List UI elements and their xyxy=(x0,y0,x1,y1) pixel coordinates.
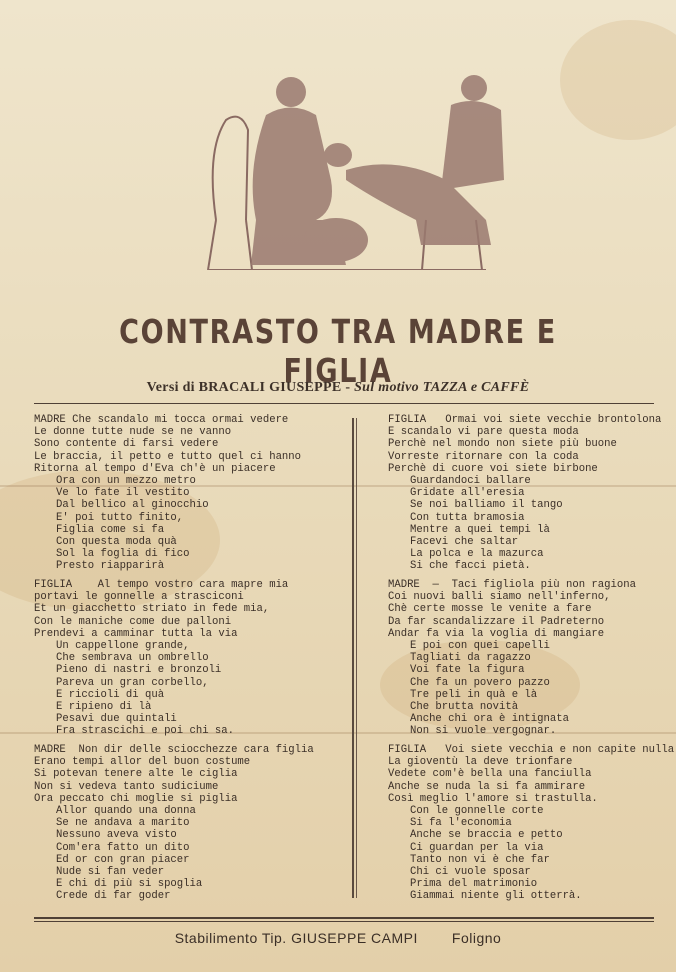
verse-line: Voi fate la figura xyxy=(410,664,525,677)
column-divider xyxy=(352,418,354,898)
verse-line: Vorreste ritornare con la coda xyxy=(388,450,579,463)
mother-daughter-illustration xyxy=(186,70,510,270)
verse-line: E ripieno di là xyxy=(56,700,152,713)
bottom-rule xyxy=(34,917,654,919)
verse-line: E poi con quei capelli xyxy=(410,639,550,652)
verse-line: Si potevan tenere alte le ciglia xyxy=(34,768,238,781)
subtitle xyxy=(0,380,676,396)
subtitle-author: Versi di BRACALI GIUSEPPE - xyxy=(146,380,355,395)
verse-line: Anche se braccia e petto xyxy=(410,829,563,842)
verse-line: Tagliati da ragazzo xyxy=(410,652,531,665)
chair-leg xyxy=(246,220,252,270)
verse-line: Com'era fatto un dito xyxy=(56,841,190,854)
verse-line: Crede di far goder xyxy=(56,890,171,903)
verse-line: Le braccia, il petto e tutto quel ci hanno xyxy=(34,450,302,463)
verse-line: FIGLIA Voi siete vecchia e non capite nulla xyxy=(388,744,675,756)
verse-line: Nessuno aveva visto xyxy=(56,829,177,842)
verse-line: Con le maniche come due palloni xyxy=(34,615,232,628)
verse-line: Se ne andava a marito xyxy=(56,817,190,830)
verse-line: Nude si fan veder xyxy=(56,865,165,878)
verse-line: Gridate all'eresia xyxy=(410,487,525,500)
verse-line: Et un giacchetto striato in fede mia, xyxy=(34,603,270,616)
column-divider xyxy=(356,418,357,898)
verse-line: La gioventù la deve trionfare xyxy=(388,756,573,769)
verse-line: Ve lo fate il vestito xyxy=(56,487,190,500)
verse-line: E riccioli di quà xyxy=(56,688,165,701)
verse-line: Ora peccato chi moglie si piglia xyxy=(34,792,238,805)
daughter-body xyxy=(441,101,504,190)
printer-city: Foligno xyxy=(451,930,502,946)
verse-line: Vedete com'è bella una fanciulla xyxy=(388,768,592,781)
stanza xyxy=(388,579,636,737)
verse-line: MADRE Non dir delle sciocchezze cara figlia xyxy=(34,744,314,756)
verse-line: FIGLIA Ormai voi siete vecchie brontolona xyxy=(388,414,662,426)
mother-body xyxy=(253,108,332,221)
verse-line: Le donne tutte nude se ne vanno xyxy=(34,426,232,439)
verse-line: Pesavi due quintali xyxy=(56,713,177,726)
armchair-seat xyxy=(416,220,491,245)
mother-head xyxy=(276,77,306,107)
verse-line: E' poi tutto finito, xyxy=(56,511,184,524)
verse-line: Che sembrava un ombrello xyxy=(56,652,209,665)
verse-line: Un cappellone grande, xyxy=(56,639,190,652)
verse-line: Ci guardan per la via xyxy=(410,841,544,854)
verse-line: Così meglio l'amore si trastulla. xyxy=(388,792,598,805)
stanza xyxy=(34,744,314,902)
verse-line: Sol la foglia di fico xyxy=(56,548,190,561)
verse-line: Ed or con gran piacer xyxy=(56,853,190,866)
chair-back xyxy=(213,117,248,220)
verse-line: Mentre a quei tempi là xyxy=(410,523,550,536)
stanza xyxy=(34,414,301,572)
verse-line: La polca e la mazurca xyxy=(410,548,544,561)
stanza xyxy=(388,744,674,902)
verse-line: Prima del matrimonio xyxy=(410,878,538,891)
stanza xyxy=(34,579,288,737)
verse-line: Anche se nuda la si fa ammirare xyxy=(388,780,586,793)
verse-line: Ritorna al tempo d'Eva ch'è un piacere xyxy=(34,462,276,475)
basket xyxy=(304,218,368,262)
verse-line: Pieno di nastri e bronzoli xyxy=(56,664,222,677)
verse-line: Presto riapparirà xyxy=(56,560,165,573)
verse-line: Prendevi a camminar tutta la via xyxy=(34,627,238,640)
stanza xyxy=(388,414,661,572)
verse-line: Che fa un povero pazzo xyxy=(410,676,550,689)
verse-line: Anche chi ora è intignata xyxy=(410,713,569,726)
subtitle-motif: Sul motivo TAZZA e CAFFÈ xyxy=(354,380,530,395)
verse-line: Che brutta novità xyxy=(410,700,519,713)
verse-line: E scandalo vi pare questa moda xyxy=(388,426,579,439)
verse-line: Giammai niente gli otterrà. xyxy=(410,890,582,903)
verse-line: Non si vedeva tanto sudiciume xyxy=(34,780,219,793)
dish xyxy=(324,143,352,167)
verse-line: Si fa l'economia xyxy=(410,817,512,830)
verse-line: Chi ci vuole sposar xyxy=(410,865,531,878)
verse-line: Da far scandalizzare il Padreterno xyxy=(388,615,605,628)
verse-line: FIGLIA Al tempo vostro cara mapre mia xyxy=(34,579,289,591)
verse-line: Sono contente di farsi vedere xyxy=(34,438,219,451)
verse-line: Dal bellico al ginocchio xyxy=(56,499,209,512)
verse-line: MADRE — Taci figliola più non ragiona xyxy=(388,579,636,591)
verse-line: Chè certe mosse le venite a fare xyxy=(388,603,592,616)
verse-line: Si che facci pietà. xyxy=(410,560,531,573)
verse-line: Erano tempi allor del buon costume xyxy=(34,756,251,769)
bottom-rule xyxy=(34,921,654,922)
verse-line: Ora con un mezzo metro xyxy=(56,474,196,487)
verse-line: Perchè nel mondo non siete più buone xyxy=(388,438,617,451)
verse-line: Allor quando una donna xyxy=(56,804,196,817)
page-title: CONTRASTO TRA MADRE E FIGLIA xyxy=(119,312,557,390)
verse-line: Con tutta bramosia xyxy=(410,511,525,524)
chair-leg xyxy=(208,220,216,270)
verse-line: Figlia come si fa xyxy=(56,523,165,536)
verse-line: Con questa moda quà xyxy=(56,535,177,548)
verse-line: E chi di più si spoglia xyxy=(56,878,203,891)
daughter-head xyxy=(461,75,487,101)
verse-line: Se noi balliamo il tango xyxy=(410,499,563,512)
verse-line: Andar fa via la voglia di mangiare xyxy=(388,627,605,640)
verse-line: Tre peli in quà e là xyxy=(410,688,538,701)
verse-line: Tanto non vi è che far xyxy=(410,853,550,866)
printer-footer xyxy=(0,930,676,946)
verse-line: Non si vuole vergognar. xyxy=(410,725,557,738)
top-rule xyxy=(34,403,654,404)
verse-line: Facevi che saltar xyxy=(410,535,519,548)
verse-line: MADRE Che scandalo mi tocca ormai vedere xyxy=(34,414,289,426)
verse-line: Con le gonnelle corte xyxy=(410,804,544,817)
verse-line: Guardandoci ballare xyxy=(410,474,531,487)
verse-line: Pareva un gran corbello, xyxy=(56,676,209,689)
verse-line: Coi nuovi balli siamo nell'inferno, xyxy=(388,591,611,604)
verse-line: portavi le gonnelle a strasciconi xyxy=(34,591,244,604)
paper-stain xyxy=(560,20,676,140)
verse-line: Perchè di cuore voi siete birbone xyxy=(388,462,598,475)
printer-name: Stabilimento Tip. GIUSEPPE CAMPI xyxy=(174,930,418,946)
verse-line: Fra strascichi e poi chi sa. xyxy=(56,725,235,738)
